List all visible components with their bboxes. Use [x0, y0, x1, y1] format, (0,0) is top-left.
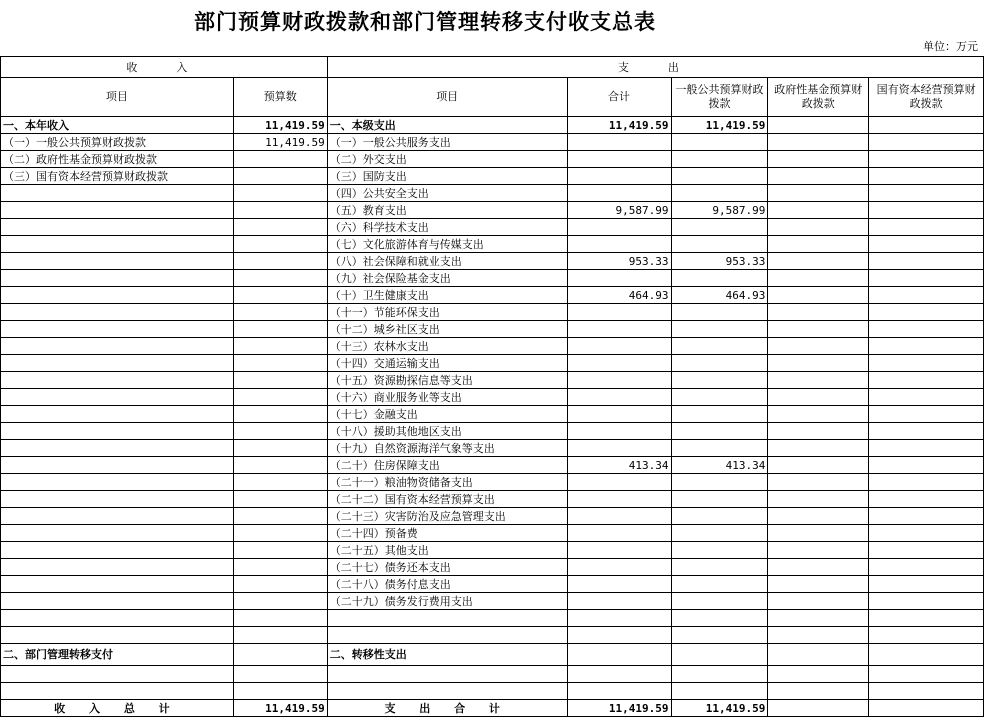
col-expense-item: 项目 — [327, 78, 567, 117]
general-budget-cell — [671, 151, 768, 168]
income-item-cell — [1, 372, 234, 389]
expense-total-cell — [567, 542, 671, 559]
state-capital-cell — [869, 219, 984, 236]
income-item-cell — [1, 423, 234, 440]
state-capital-cell — [869, 151, 984, 168]
income-amount-cell — [233, 525, 327, 542]
fund-budget-cell — [768, 151, 869, 168]
income-amount-cell — [233, 542, 327, 559]
expense-item-cell: （二十九）债务发行费用支出 — [327, 593, 567, 610]
income-item-cell — [1, 406, 234, 423]
fund-budget-cell — [768, 423, 869, 440]
general-budget-cell — [671, 559, 768, 576]
table-row — [1, 304, 984, 321]
general-budget-cell — [671, 304, 768, 321]
income-amount-cell — [233, 168, 327, 185]
income-amount-cell — [233, 440, 327, 457]
fund-budget-cell — [768, 304, 869, 321]
expense-total-cell — [567, 355, 671, 372]
general-budget-cell — [671, 338, 768, 355]
table-row — [1, 610, 984, 627]
income-item-cell: 一、本年收入 — [1, 117, 234, 134]
expense-item-cell: （二十一）粮油物资储备支出 — [327, 474, 567, 491]
state-capital-cell — [869, 253, 984, 270]
expense-item-cell: （二十四）预备费 — [327, 525, 567, 542]
general-budget-cell — [671, 593, 768, 610]
table-row — [1, 253, 984, 270]
table-row — [1, 338, 984, 355]
expense-general-total: 11,419.59 — [671, 700, 768, 717]
state-capital-cell — [869, 627, 984, 644]
state-capital-cell — [869, 457, 984, 474]
state-capital-cell — [869, 406, 984, 423]
expense-item-cell: （十四）交通运输支出 — [327, 355, 567, 372]
expense-total-cell — [567, 151, 671, 168]
general-budget-cell — [671, 236, 768, 253]
fund-budget-cell — [768, 491, 869, 508]
income-amount-cell — [233, 389, 327, 406]
income-amount-cell — [233, 423, 327, 440]
income-item-cell — [1, 525, 234, 542]
state-capital-cell — [869, 666, 984, 683]
fund-budget-cell — [768, 168, 869, 185]
income-amount-cell — [233, 491, 327, 508]
expense-total-cell — [567, 508, 671, 525]
income-item-cell: （二）政府性基金预算财政拨款 — [1, 151, 234, 168]
fund-budget-cell — [768, 440, 869, 457]
table-row — [1, 666, 984, 683]
table-row — [1, 440, 984, 457]
table-row — [1, 406, 984, 423]
fund-budget-cell — [768, 270, 869, 287]
state-capital-cell — [869, 185, 984, 202]
expense-total-cell — [567, 666, 671, 683]
fund-budget-cell — [768, 134, 869, 151]
income-item-cell — [1, 185, 234, 202]
income-amount-cell: 11,419.59 — [233, 117, 327, 134]
table-row — [1, 185, 984, 202]
table-row — [1, 457, 984, 474]
expense-item-cell: （十七）金融支出 — [327, 406, 567, 423]
state-capital-cell — [869, 474, 984, 491]
general-budget-cell — [671, 270, 768, 287]
income-amount-cell — [233, 683, 327, 700]
expense-fund-total — [768, 700, 869, 717]
general-budget-cell: 413.34 — [671, 457, 768, 474]
table-row — [1, 168, 984, 185]
table-row — [1, 491, 984, 508]
general-budget-cell — [671, 666, 768, 683]
expense-total-cell — [567, 304, 671, 321]
income-amount-cell — [233, 321, 327, 338]
income-amount-cell — [233, 304, 327, 321]
table-row — [1, 423, 984, 440]
state-capital-cell — [869, 593, 984, 610]
fund-budget-cell — [768, 593, 869, 610]
expense-item-cell: 二、转移性支出 — [327, 644, 567, 666]
expense-total-label: 支 出 合 计 — [327, 700, 567, 717]
general-budget-cell: 464.93 — [671, 287, 768, 304]
table-row — [1, 559, 984, 576]
expense-total-cell — [567, 338, 671, 355]
general-budget-cell — [671, 491, 768, 508]
expense-item-cell — [327, 610, 567, 627]
expense-item-cell: （十三）农林水支出 — [327, 338, 567, 355]
income-amount-cell — [233, 457, 327, 474]
expense-total-cell: 464.93 — [567, 287, 671, 304]
state-capital-cell — [869, 508, 984, 525]
expense-item-cell: （十九）自然资源海洋气象等支出 — [327, 440, 567, 457]
fund-budget-cell — [768, 683, 869, 700]
income-amount-cell — [233, 593, 327, 610]
general-budget-cell: 9,587.99 — [671, 202, 768, 219]
page-title: 部门预算财政拨款和部门管理转移支付收支总表 — [194, 9, 656, 34]
state-capital-cell — [869, 338, 984, 355]
col-budget: 预算数 — [233, 78, 327, 117]
expense-item-cell: （二）外交支出 — [327, 151, 567, 168]
state-capital-cell — [869, 423, 984, 440]
table-row — [1, 134, 984, 151]
income-amount-cell — [233, 219, 327, 236]
expense-item-cell: （十）卫生健康支出 — [327, 287, 567, 304]
table-row — [1, 542, 984, 559]
table-row — [1, 627, 984, 644]
expense-item-cell: （十五）资源勘探信息等支出 — [327, 372, 567, 389]
expense-item-cell: （十八）援助其他地区支出 — [327, 423, 567, 440]
expense-total-cell — [567, 134, 671, 151]
expense-item-cell: （十二）城乡社区支出 — [327, 321, 567, 338]
fund-budget-cell — [768, 355, 869, 372]
expense-total-cell: 9,587.99 — [567, 202, 671, 219]
general-budget-cell — [671, 355, 768, 372]
expense-item-cell: （二十）住房保障支出 — [327, 457, 567, 474]
general-budget-cell — [671, 321, 768, 338]
income-item-cell — [1, 666, 234, 683]
income-amount-cell — [233, 508, 327, 525]
fund-budget-cell — [768, 610, 869, 627]
fund-budget-cell — [768, 542, 869, 559]
general-budget-cell — [671, 168, 768, 185]
income-item-cell: 二、部门管理转移支付 — [1, 644, 234, 666]
state-capital-cell — [869, 168, 984, 185]
expense-total-cell — [567, 610, 671, 627]
state-capital-cell — [869, 610, 984, 627]
general-budget-cell — [671, 576, 768, 593]
fund-budget-cell — [768, 406, 869, 423]
expense-item-cell: （十六）商业服务业等支出 — [327, 389, 567, 406]
fund-budget-cell — [768, 117, 869, 134]
expense-total-cell — [567, 559, 671, 576]
fund-budget-cell — [768, 457, 869, 474]
income-item-cell — [1, 593, 234, 610]
fund-budget-cell — [768, 644, 869, 666]
table-row — [1, 321, 984, 338]
fund-budget-cell — [768, 185, 869, 202]
column-header-row — [1, 78, 984, 117]
table-row — [1, 202, 984, 219]
totals-row — [1, 700, 984, 717]
expense-total-cell — [567, 593, 671, 610]
state-capital-cell — [869, 389, 984, 406]
fund-budget-cell — [768, 372, 869, 389]
general-budget-cell — [671, 644, 768, 666]
income-section-label: 收 入 — [1, 57, 328, 78]
expense-total-cell: 413.34 — [567, 457, 671, 474]
fund-budget-cell — [768, 508, 869, 525]
fund-budget-cell — [768, 525, 869, 542]
state-capital-cell — [869, 270, 984, 287]
expense-total-cell: 11,419.59 — [567, 117, 671, 134]
state-capital-cell — [869, 559, 984, 576]
fund-budget-cell — [768, 321, 869, 338]
expense-total-cell — [567, 321, 671, 338]
income-item-cell: （一）一般公共预算财政拨款 — [1, 134, 234, 151]
fund-budget-cell — [768, 389, 869, 406]
general-budget-cell — [671, 683, 768, 700]
expense-total-cell — [567, 389, 671, 406]
general-budget-cell — [671, 389, 768, 406]
general-budget-cell: 11,419.59 — [671, 117, 768, 134]
income-amount-cell — [233, 202, 327, 219]
table-row — [1, 219, 984, 236]
fund-budget-cell — [768, 666, 869, 683]
expense-item-cell: （三）国防支出 — [327, 168, 567, 185]
income-item-cell — [1, 440, 234, 457]
fund-budget-cell — [768, 287, 869, 304]
income-total-amount: 11,419.59 — [233, 700, 327, 717]
expense-item-cell: （七）文化旅游体育与传媒支出 — [327, 236, 567, 253]
table-row — [1, 644, 984, 666]
income-amount-cell — [233, 287, 327, 304]
expense-item-cell: （二十二）国有资本经营预算支出 — [327, 491, 567, 508]
expense-total-cell — [567, 168, 671, 185]
state-capital-cell — [869, 202, 984, 219]
state-capital-cell — [869, 440, 984, 457]
state-capital-cell — [869, 491, 984, 508]
general-budget-cell — [671, 406, 768, 423]
table-row — [1, 270, 984, 287]
expense-total-cell — [567, 372, 671, 389]
income-item-cell — [1, 270, 234, 287]
fund-budget-cell — [768, 474, 869, 491]
fund-budget-cell — [768, 202, 869, 219]
income-amount-cell — [233, 355, 327, 372]
general-budget-cell — [671, 440, 768, 457]
income-amount-cell: 11,419.59 — [233, 134, 327, 151]
fund-budget-cell — [768, 253, 869, 270]
expense-item-cell: （二十五）其他支出 — [327, 542, 567, 559]
expense-item-cell: （九）社会保险基金支出 — [327, 270, 567, 287]
income-amount-cell — [233, 338, 327, 355]
income-amount-cell — [233, 270, 327, 287]
general-budget-cell — [671, 508, 768, 525]
general-budget-cell: 953.33 — [671, 253, 768, 270]
income-amount-cell — [233, 406, 327, 423]
income-amount-cell — [233, 151, 327, 168]
fund-budget-cell — [768, 338, 869, 355]
expense-total-cell — [567, 576, 671, 593]
state-capital-cell — [869, 372, 984, 389]
expense-item-cell: （二十三）灾害防治及应急管理支出 — [327, 508, 567, 525]
expense-item-cell: （四）公共安全支出 — [327, 185, 567, 202]
expense-total-cell — [567, 406, 671, 423]
income-item-cell — [1, 202, 234, 219]
state-capital-cell — [869, 542, 984, 559]
income-total-label: 收 入 总 计 — [1, 700, 234, 717]
table-row — [1, 355, 984, 372]
table-row — [1, 576, 984, 593]
col-fund: 政府性基金预算财政拨款 — [768, 78, 869, 117]
fund-budget-cell — [768, 627, 869, 644]
income-amount-cell — [233, 666, 327, 683]
income-amount-cell — [233, 610, 327, 627]
table-row — [1, 117, 984, 134]
state-capital-cell — [869, 525, 984, 542]
table-row — [1, 236, 984, 253]
table-row — [1, 389, 984, 406]
table-row — [1, 151, 984, 168]
income-item-cell — [1, 508, 234, 525]
expense-total-cell — [567, 440, 671, 457]
col-total: 合计 — [567, 78, 671, 117]
col-general: 一般公共预算财政拨款 — [671, 78, 768, 117]
expense-total-cell — [567, 525, 671, 542]
income-amount-cell — [233, 474, 327, 491]
income-item-cell — [1, 287, 234, 304]
expense-item-cell — [327, 627, 567, 644]
general-budget-cell — [671, 185, 768, 202]
income-amount-cell — [233, 627, 327, 644]
expense-total-cell — [567, 219, 671, 236]
expense-item-cell: （八）社会保障和就业支出 — [327, 253, 567, 270]
expense-total-cell — [567, 491, 671, 508]
general-budget-cell — [671, 134, 768, 151]
income-item-cell — [1, 355, 234, 372]
col-state-capital: 国有资本经营预算财政拨款 — [869, 78, 984, 117]
general-budget-cell — [671, 423, 768, 440]
expense-item-cell — [327, 666, 567, 683]
expense-item-cell: （六）科学技术支出 — [327, 219, 567, 236]
expense-total-cell — [567, 270, 671, 287]
unit-label: 单位：万元 — [923, 40, 978, 53]
budget-table — [0, 56, 984, 717]
fund-budget-cell — [768, 559, 869, 576]
expense-total-cell — [567, 474, 671, 491]
expense-total-cell — [567, 644, 671, 666]
income-item-cell — [1, 576, 234, 593]
general-budget-cell — [671, 610, 768, 627]
income-item-cell — [1, 627, 234, 644]
income-item-cell — [1, 474, 234, 491]
table-row — [1, 525, 984, 542]
fund-budget-cell — [768, 576, 869, 593]
income-amount-cell — [233, 236, 327, 253]
table-row — [1, 683, 984, 700]
income-amount-cell — [233, 253, 327, 270]
table-row — [1, 474, 984, 491]
income-item-cell — [1, 304, 234, 321]
expense-item-cell: （一）一般公共服务支出 — [327, 134, 567, 151]
state-capital-cell — [869, 644, 984, 666]
fund-budget-cell — [768, 236, 869, 253]
general-budget-cell — [671, 525, 768, 542]
general-budget-cell — [671, 542, 768, 559]
state-capital-cell — [869, 134, 984, 151]
expense-total-cell — [567, 683, 671, 700]
expense-total-cell — [567, 627, 671, 644]
income-item-cell — [1, 253, 234, 270]
expense-item-cell: 一、本级支出 — [327, 117, 567, 134]
state-capital-cell — [869, 355, 984, 372]
table-row — [1, 372, 984, 389]
col-income-item: 项目 — [1, 78, 234, 117]
income-item-cell — [1, 389, 234, 406]
income-item-cell: （三）国有资本经营预算财政拨款 — [1, 168, 234, 185]
expense-total-amount: 11,419.59 — [567, 700, 671, 717]
state-capital-cell — [869, 576, 984, 593]
expense-total-cell: 953.33 — [567, 253, 671, 270]
fund-budget-cell — [768, 219, 869, 236]
state-capital-cell — [869, 304, 984, 321]
income-item-cell — [1, 338, 234, 355]
expense-item-cell — [327, 683, 567, 700]
table-row — [1, 287, 984, 304]
general-budget-cell — [671, 474, 768, 491]
expense-total-cell — [567, 236, 671, 253]
general-budget-cell — [671, 627, 768, 644]
income-amount-cell — [233, 559, 327, 576]
general-budget-cell — [671, 219, 768, 236]
table-row — [1, 508, 984, 525]
state-capital-cell — [869, 287, 984, 304]
state-capital-cell — [869, 236, 984, 253]
income-item-cell — [1, 219, 234, 236]
income-item-cell — [1, 321, 234, 338]
income-amount-cell — [233, 372, 327, 389]
income-amount-cell — [233, 644, 327, 666]
income-item-cell — [1, 559, 234, 576]
income-item-cell — [1, 683, 234, 700]
income-item-cell — [1, 610, 234, 627]
income-item-cell — [1, 542, 234, 559]
state-capital-cell — [869, 117, 984, 134]
expense-item-cell: （二十八）债务付息支出 — [327, 576, 567, 593]
general-budget-cell — [671, 372, 768, 389]
expense-section-label: 支 出 — [327, 57, 983, 78]
income-item-cell — [1, 457, 234, 474]
state-capital-cell — [869, 321, 984, 338]
expense-item-cell: （十一）节能环保支出 — [327, 304, 567, 321]
income-amount-cell — [233, 576, 327, 593]
section-header-row — [1, 57, 984, 78]
income-amount-cell — [233, 185, 327, 202]
expense-total-cell — [567, 185, 671, 202]
income-item-cell — [1, 491, 234, 508]
table-row — [1, 593, 984, 610]
expense-total-cell — [567, 423, 671, 440]
income-item-cell — [1, 236, 234, 253]
expense-item-cell: （五）教育支出 — [327, 202, 567, 219]
expense-state-capital-total — [869, 700, 984, 717]
expense-item-cell: （二十七）债务还本支出 — [327, 559, 567, 576]
state-capital-cell — [869, 683, 984, 700]
